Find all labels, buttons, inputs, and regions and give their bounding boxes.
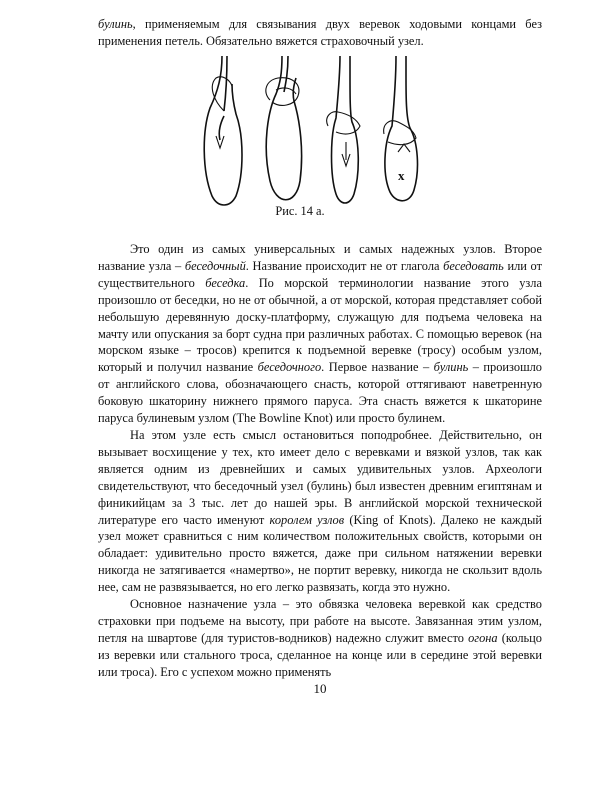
intro-text: , применяемым для связывания двух веревок ходовыми концами без применения петель. Обязательно вяжется страховочный узел. [98, 17, 542, 48]
intro-paragraph [98, 16, 542, 50]
paragraph-3: Основное назначение узла – это обвязка человека веревкой как средство страховки при подъеме на высоту, при работе на высоте. Завязанная этим узлом, петля на швартове (для туристов-водников) надежно служит вместо огона (кольцо из веревки или стального троса, сделанное на конце или в середине этой веревки или троса). Его с успехом можно применять [98, 597, 542, 679]
emphasis-term: булинь [433, 360, 469, 375]
knot-step-3 [327, 56, 360, 203]
bowline-knot-illustration [200, 56, 430, 216]
emphasis-term: беседка [205, 275, 246, 290]
knot-step-mark: x [398, 168, 405, 183]
paragraph-2: На этом узле есть смысл остановиться поподробнее. Действительно, он вызывает восхищение у тех, кто имеет дело с веревками и вязкой узлов, так как является одним из древнейших и самых удивительных узлов. Археологи свидетельствуют, что беседочный узел (булинь) был известен древним египтянам и финикийцам за 3 тыс. лет до нашей эры. В английской морской технической литературе его часто именуют королем узлов (King of Knots). Далеко не каждый узел может сравниться с ним количеством положительных свойств, которыми он обладает: удивительно просто вяжется, даже при сильном натяжении веревки никогда не затягивается «намертво», не портит веревку, никогда не скользит вдоль нее, сам не развязывается, но его легко развязать, когда это нужно. [98, 427, 543, 595]
knot-step-2 [266, 56, 302, 200]
knot-step-4 [384, 56, 418, 201]
page-number: 10 [313, 681, 327, 696]
paragraph-1: Это один из самых универсальных и самых надежных узлов. Второе название узла – беседочный. Название происходит не от глагола беседовать или от существительного беседка. По морской терминологии название этого узла произошло от беседки, но не от обычной, а от морской, которая представляет собой небольшую деревянную доску-платформу, служащую для подъема человека на мачту или опускания за борт судна при различных работах. С помощью веревок (на морском языке – тросов) крепится к подъемной веревке (тросу) особым узлом, который и получил название беседочного. Первое название – булинь – произошло от английского слова, обозначающего снасть, которой оттягивают наветренную боковую шкаторину нижнего прямого паруса. Эта снасть вяжется к шкаторине паруса булиневым узлом (The Bowline Knot) или просто булинем. [98, 242, 543, 426]
figure-caption: Рис. 14 а. [275, 204, 325, 218]
emphasis-term: беседочный [184, 258, 246, 273]
knot-step-1 [204, 56, 242, 205]
intro-term: булинь [98, 17, 133, 31]
emphasis-term: огона [468, 630, 498, 645]
emphasis-term: королем узлов [269, 512, 345, 527]
knot-steps-drawing [200, 56, 430, 216]
emphasis-term: беседочного [257, 360, 322, 375]
main-text [98, 241, 542, 681]
emphasis-term: беседовать [443, 258, 504, 273]
